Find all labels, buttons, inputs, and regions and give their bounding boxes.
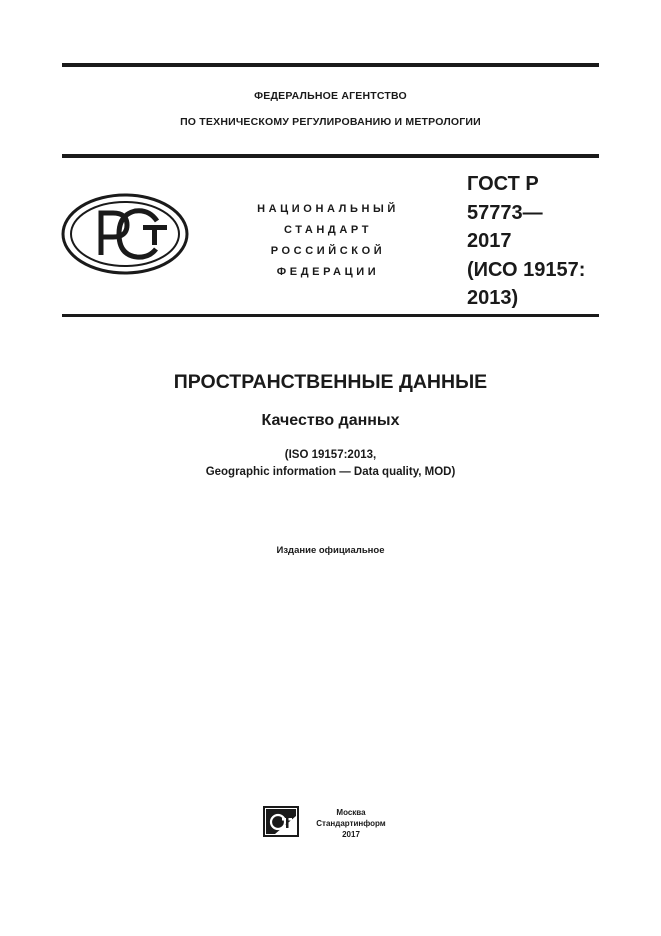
- document-title: ПРОСТРАНСТВЕННЫЕ ДАННЫЕ: [173, 371, 488, 393]
- iso-reference-line1: (ISO 19157:2013,: [284, 449, 377, 461]
- publisher-city: Москва: [336, 808, 366, 817]
- national-standard-line1: НАЦИОНАЛЬНЫЙ: [257, 203, 399, 215]
- national-standard-label: [238, 199, 418, 283]
- standartinform-logo-icon: [263, 806, 299, 837]
- national-standard-line4: ФЕДЕРАЦИИ: [276, 266, 380, 278]
- agency-name-line1: ФЕДЕРАЛЬНОЕ АГЕНТСТВО: [254, 90, 407, 102]
- standard-designation: [467, 170, 599, 313]
- top-divider: [62, 63, 599, 67]
- designation-line1: ГОСТ Р: [467, 173, 539, 195]
- document-subtitle: Качество данных: [261, 412, 400, 429]
- header-divider: [62, 154, 599, 158]
- iso-reference: [62, 447, 599, 481]
- edition-label: Издание официальное: [276, 545, 385, 556]
- designation-line2: 57773—: [467, 201, 543, 224]
- publisher-name: Стандартинформ: [316, 819, 386, 828]
- rst-certification-mark-icon: [61, 193, 189, 275]
- publisher-year: 2017: [342, 830, 360, 839]
- publisher-block: [306, 807, 396, 840]
- iso-reference-line2: Geographic information — Data quality, MOD): [205, 466, 456, 478]
- designation-line5: 2013): [467, 287, 519, 309]
- national-standard-line3: РОССИЙСКОЙ: [270, 245, 386, 257]
- agency-name-line2: ПО ТЕХНИЧЕСКОМУ РЕГУЛИРОВАНИЮ И МЕТРОЛОГИИ: [180, 116, 481, 128]
- section-divider: [62, 314, 599, 317]
- designation-line3: 2017: [467, 230, 512, 252]
- national-standard-line2: СТАНДАРТ: [283, 224, 373, 236]
- designation-line4: (ИСО 19157:: [467, 258, 586, 281]
